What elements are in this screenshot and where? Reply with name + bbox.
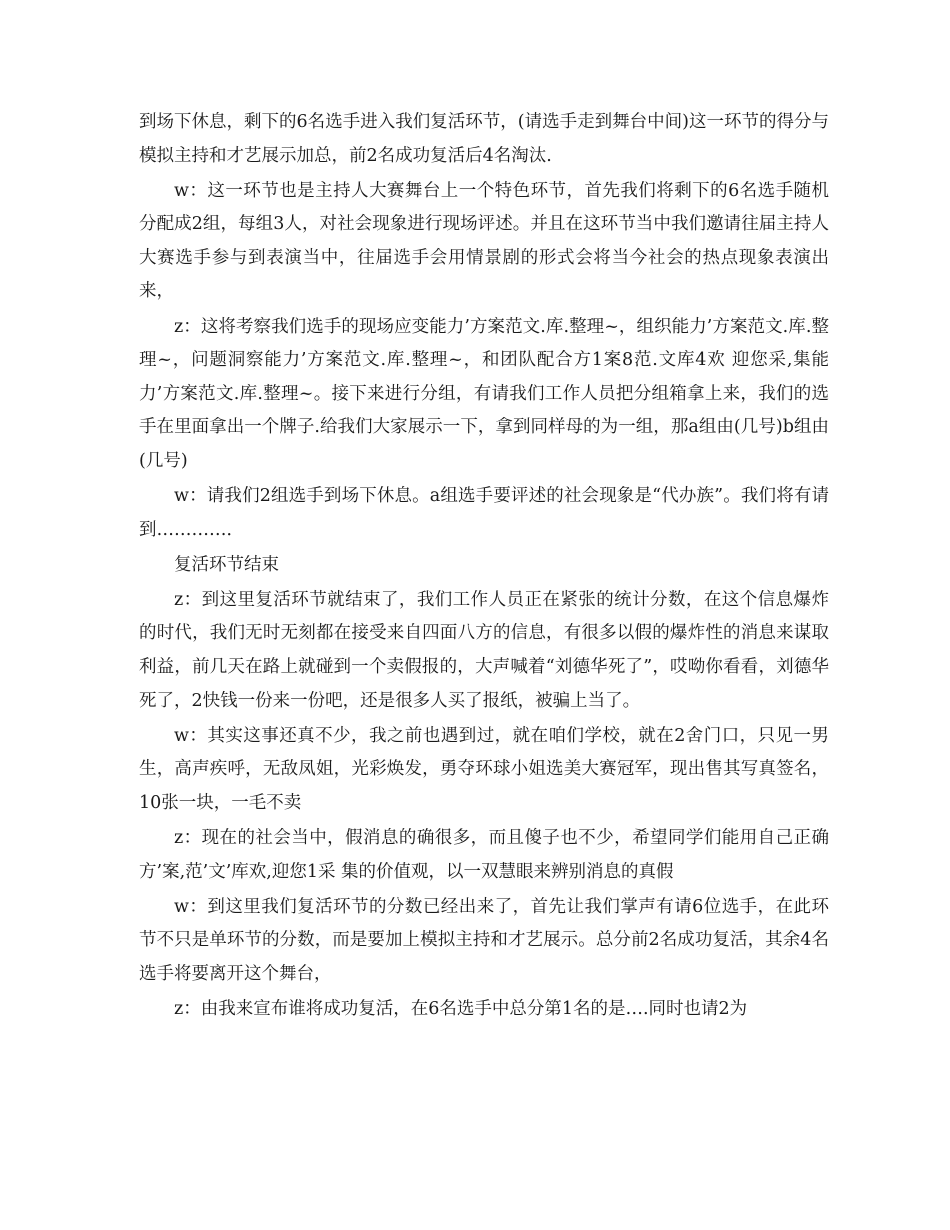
paragraph-4: w：请我们2组选手到场下休息。a组选手要评述的社会现象是“代办族”。我们将有请到…………．	[139, 486, 829, 540]
paragraph-7: w：其实这事还真不少，我之前也遇到过，就在咱们学校，就在2舍门口，只见一男生，高声疾呼，无敌凤姐，光彩焕发，勇夺环球小姐选美大赛冠军，现出售其写真签名，10张一块，一毛不卖	[139, 725, 829, 813]
paragraph-2: w：这一环节也是主持人大赛舞台上一个特色环节，首先我们将剩下的6名选手随机分配成2组，每组3人，对社会现象进行现场评述。并且在这环节当中我们邀请往届主持人大赛选手参与到表演当中，往届选手会用情景剧的形式会将当今社会的热点现象表演出来，	[139, 180, 829, 302]
paragraph-3: z：这将考察我们选手的现场应变能力’方案范文.库.整理~，组织能力’方案范文.库.整理~，问题洞察能力’方案范文.库.整理~，和团队配合方1案8范.文库4欢 迎您采,集能力’方案范文.库.整理~。接下来进行分组，有请我们工作人员把分组箱拿上来，我们的选手在里面拿出一个牌子.给我们大家展示一下，拿到同样母的为一组，那a组由(几号)b组由(几号)	[139, 316, 829, 471]
paragraph-6: z：到这里复活环节就结束了，我们工作人员正在紧张的统计分数，在这个信息爆炸的时代，我们无时无刻都在接受来自四面八方的信息，有很多以假的爆炸性的消息来谋取利益，前几天在路上就碰到一个卖假报的，大声喊着“刘德华死了”，哎呦你看看，刘德华死了，2快钱一份来一份吧，还是很多人买了报纸，被骗上当了。	[139, 589, 829, 711]
document-page	[139, 106, 829, 1028]
paragraph-1: 到场下休息，剩下的6名选手进入我们复活环节，(请选手走到舞台中间)这一环节的得分与模拟主持和才艺展示加总，前2名成功复活后4名淘汰.	[139, 112, 829, 166]
paragraph-10: z：由我来宣布谁将成功复活，在6名选手中总分第1名的是….同时也请2为	[174, 998, 748, 1019]
paragraph-8: z：现在的社会当中，假消息的确很多，而且傻子也不少，希望同学们能用自己正确方’案,范’文’库欢,迎您1采 集的价值观，以一双慧眼来辨别消息的真假	[139, 827, 829, 882]
paragraph-9: w：到这里我们复活环节的分数已经出来了，首先让我们掌声有请6位选手，在此环节不只是单环节的分数，而是要加上模拟主持和才艺展示。总分前2名成功复活，其余4名选手将要离开这个舞台，	[139, 896, 829, 984]
section-heading: 复活环节结束	[174, 554, 279, 575]
